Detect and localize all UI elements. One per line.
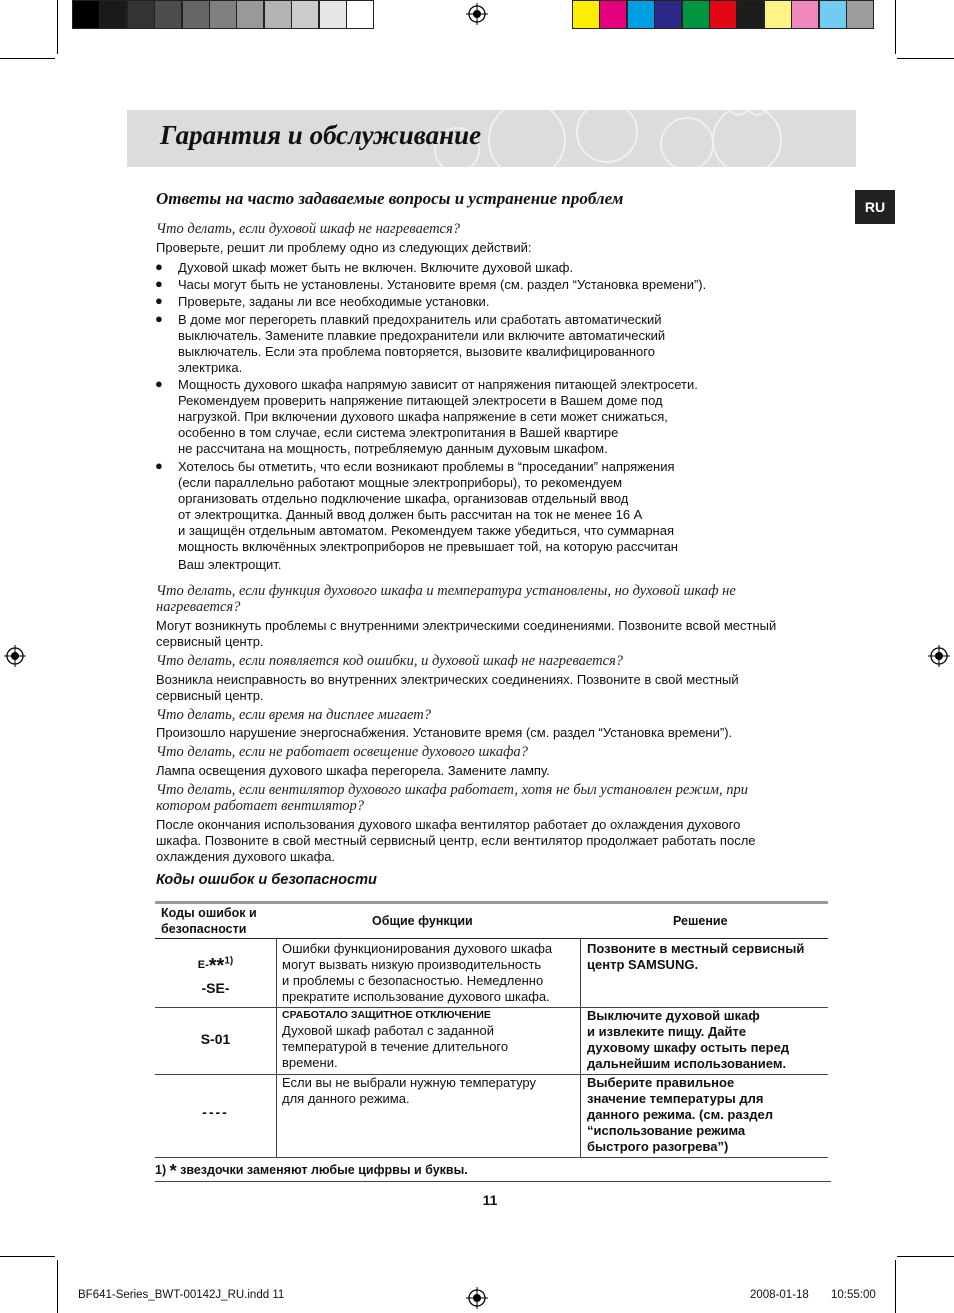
page-title: Гарантия и обслуживание [160, 120, 482, 150]
bullet-icon: ● [155, 276, 163, 291]
language-badge: RU [855, 190, 895, 224]
codes-section-title: Коды ошибок и безопасности [156, 872, 377, 888]
crop-mark [897, 58, 954, 59]
bullet-text: и защищён отдельным автоматом. Рекомендуем также убедиться, что суммарная [178, 523, 674, 538]
color-swatch [819, 0, 847, 29]
crop-mark [57, 1260, 58, 1313]
table-header-codes: Коды ошибок и [161, 906, 257, 920]
bullet-text: организовать отдельно подключение шкафа, организовав отдельный ввод [178, 491, 629, 506]
registration-mark-icon [928, 645, 950, 667]
table-cell: и проблемы с безопасностью. Немедленно [282, 973, 544, 988]
table-cell: Если вы не выбрали нужную температуру [282, 1075, 537, 1090]
bullet-icon: ● [155, 293, 163, 308]
bullet-text: не рассчитана на мощность, потребляемую данным духовым шкафом. [178, 441, 608, 456]
color-swatch [764, 0, 792, 29]
faq-intro: Проверьте, решит ли проблему одно из следующих действий: [156, 240, 532, 255]
bullet-text: Рекомендуем проверить напряжение питающей электросети в Вашем доме под [178, 393, 663, 408]
bullet-text: Духовой шкаф может быть не включен. Включите духовой шкаф. [178, 260, 574, 275]
color-swatch [182, 0, 210, 29]
faq-answer: Могут возникнуть проблемы с внутренними электрическими соединениями. Позвоните всвой местный [156, 618, 777, 633]
section-title: Ответы на часто задаваемые вопросы и устранение проблем [156, 189, 624, 208]
page-number: 11 [482, 1192, 498, 1208]
color-swatch [291, 0, 319, 29]
table-cell: могут вызвать низкую производительность [282, 957, 542, 972]
bullet-text: мощность включённых электроприборов не превышает той, на которую рассчитан [178, 539, 678, 554]
faq-answer: охлаждения духового шкафа. [156, 849, 336, 864]
registration-mark-icon [466, 1287, 488, 1309]
faq-answer: После окончания использования духового шкафа вентилятор работает до охлаждения духового [156, 817, 741, 832]
color-swatch [154, 0, 182, 29]
table-cell: Ошибки функционирования духового шкафа [282, 941, 553, 956]
registration-mark-icon [4, 645, 26, 667]
bullet-text: Мощность духового шкафа напрямую зависит от напряжения питающей электросети. [178, 377, 698, 392]
bullet-text: электрика. [178, 360, 243, 375]
faq-answer: шкафа. Позвоните в свой местный сервисный центр, если вентилятор продолжает работать после [156, 833, 756, 848]
bullet-text: нагрузкой. При включении духового шкафа напряжение в сети может снижаться, [178, 409, 668, 424]
slug-time: 10:55:00 [831, 1289, 876, 1301]
color-swatch [736, 0, 764, 29]
faq-question: Что делать, если появляется код ошибки, и духовой шкаф не нагревается? [156, 653, 624, 669]
table-header-rule [155, 938, 828, 939]
bullet-text: от электрощитка. Данный ввод должен быть рассчитан на ток не менее 16 А [178, 507, 643, 522]
color-swatch [346, 0, 374, 29]
error-code: E-**$^{1)}$ [197, 955, 234, 977]
color-swatch [791, 0, 819, 29]
color-swatch [627, 0, 655, 29]
table-column-divider [276, 939, 277, 1158]
header-band [127, 110, 856, 167]
faq-answer: сервисный центр. [156, 634, 264, 649]
error-code: -SE- [201, 980, 230, 996]
faq-answer: сервисный центр. [156, 688, 264, 703]
table-cell: “использование режима [587, 1123, 746, 1138]
registration-mark-icon [466, 3, 488, 25]
table-cell: данного режима. (см. раздел [587, 1107, 773, 1122]
color-swatch [572, 0, 600, 29]
bullet-text: выключатель. Если эта проблема повторяется, вызовите квалифицированного [178, 344, 655, 359]
faq-question: Что делать, если вентилятор духового шкафа работает, хотя не был установлен режим, при [156, 782, 749, 798]
footnote-rule [155, 1181, 831, 1182]
table-column-divider [580, 939, 581, 1158]
table-cell: для данного режима. [282, 1091, 410, 1106]
faq-question: Что делать, если функция духового шкафа и температура установлены, но духовой шкаф не [156, 583, 736, 599]
color-swatch [709, 0, 737, 29]
bullet-icon: ● [155, 259, 163, 274]
asterisk-icon: ** [208, 955, 225, 977]
table-footnote: 1) * звездочки заменяют любые цифрвы и буквы. [155, 1161, 468, 1181]
slug-filename: BF641-Series_BWT-00142J_RU.indd 11 [78, 1289, 285, 1301]
table-cell: центр SAMSUNG. [587, 957, 699, 972]
table-header-codes: безопасности [161, 922, 247, 936]
table-cell: Выключите духовой шкаф [587, 1008, 760, 1023]
bullet-text: особенно в том случае, если система электропитания в Вашей квартире [178, 425, 619, 440]
bullet-text: В доме мог перегореть плавкий предохранитель или сработать автоматический [178, 312, 662, 327]
table-cell: времени. [282, 1055, 338, 1070]
table-cell-caption: СРАБОТАЛО ЗАЩИТНОЕ ОТКЛЮЧЕНИЕ [282, 1009, 491, 1021]
asterisk-icon: * [169, 1161, 177, 1181]
table-row-divider [155, 1157, 828, 1158]
bullet-text: (если параллельно работают мощные электроприборы), то рекомендуем [178, 475, 623, 490]
faq-question: нагревается? [156, 599, 241, 615]
bullet-icon: ● [155, 458, 163, 473]
faq-question: Что делать, если не работает освещение духового шкафа? [156, 744, 528, 760]
table-cell: Выберите правильное [587, 1075, 735, 1090]
faq-question: котором работает вентилятор? [156, 798, 365, 814]
table-cell: и извлеките пищу. Дайте [587, 1024, 747, 1039]
faq-answer: Возникла неисправность во внутренних электрических соединениях. Позвоните в свой местный [156, 672, 739, 687]
table-cell: духовому шкафу остыть перед [587, 1040, 790, 1055]
table-cell: быстрого разогрева”) [587, 1139, 729, 1154]
crop-mark [0, 58, 55, 59]
color-swatch [99, 0, 127, 29]
table-cell: Позвоните в местный сервисный [587, 941, 805, 956]
table-cell: значение температуры для [587, 1091, 764, 1106]
faq-answer: Произошло нарушение энергоснабжения. Установите время (см. раздел “Установка времени”). [156, 725, 733, 740]
bullet-text: Часы могут быть не установлены. Установите время (см. раздел “Установка времени”). [178, 277, 707, 292]
table-cell: дальнейшим использованием. [587, 1056, 787, 1071]
color-swatch [209, 0, 237, 29]
crop-mark [57, 0, 58, 54]
error-code: ---- [202, 1104, 229, 1120]
color-swatch [264, 0, 292, 29]
bullet-text: Проверьте, заданы ли все необходимые установки. [178, 294, 490, 309]
crop-mark [895, 1260, 896, 1313]
color-swatch [654, 0, 682, 29]
color-swatch [682, 0, 710, 29]
slug-date: 2008-01-18 [750, 1289, 809, 1301]
bullet-text: Хотелось бы отметить, что если возникают проблемы в “проседании” напряжения [178, 459, 675, 474]
faq-question: Что делать, если время на дисплее мигает? [156, 707, 432, 723]
faq-question: Что делать, если духовой шкаф не нагревается? [156, 221, 460, 237]
color-swatch [127, 0, 155, 29]
table-header-functions: Общие функции [372, 914, 473, 928]
color-swatch [846, 0, 874, 29]
table-cell: температурой в течение длительного [282, 1039, 509, 1054]
color-swatch [319, 0, 347, 29]
error-code: S-01 [200, 1031, 231, 1047]
color-swatch [236, 0, 264, 29]
table-cell: Духовой шкаф работал с заданной [282, 1023, 495, 1038]
table-header-solution: Решение [673, 914, 728, 928]
crop-mark [897, 1256, 954, 1257]
crop-mark [895, 0, 896, 54]
color-swatch [72, 0, 100, 29]
bullet-icon: ● [155, 311, 163, 326]
bullet-text: Ваш электрощит. [178, 557, 282, 572]
table-cell: прекратите использование духового шкафа. [282, 989, 550, 1004]
crop-mark [0, 1256, 55, 1257]
bullet-icon: ● [155, 376, 163, 391]
faq-answer: Лампа освещения духового шкафа перегорела. Замените лампу. [156, 763, 550, 778]
color-swatch [599, 0, 627, 29]
bullet-text: выключатель. Замените плавкие предохранители или включите автоматический [178, 328, 666, 343]
table-top-rule [155, 901, 828, 904]
